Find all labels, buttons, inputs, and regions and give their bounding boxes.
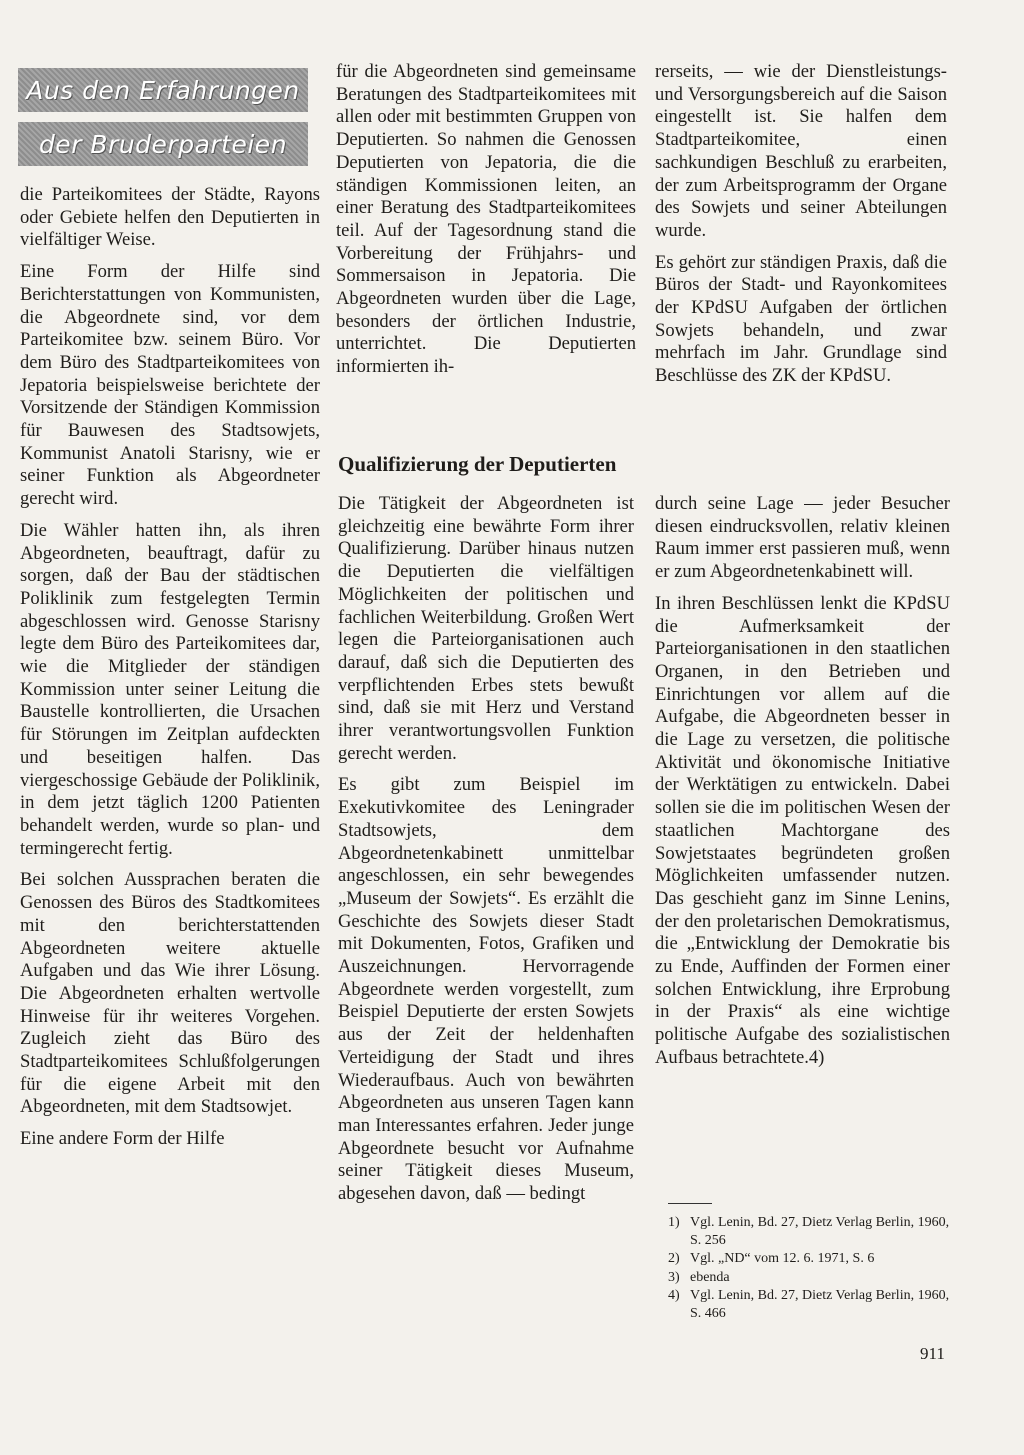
column-right-top <box>655 61 947 397</box>
paragraph: Eine Form der Hilfe sind Berichterstattungen von Kommunisten, die Abgeordnete sind, vor dem Parteikomitee bzw. seinem Büro. Vor dem Büro des Stadtparteikomitees von Jepatoria beispielsweise berichtete der Vorsitzende der Ständigen Kommission für Bauwesen des Stadtsowjets, Kommunist Anatoli Starisny, wie er seiner Funktion als Abgeordneter gerecht wird. <box>20 261 320 510</box>
section-banner-line1 <box>18 68 308 112</box>
footnote-text: Vgl. Lenin, Bd. 27, Dietz Verlag Berlin, 1960, S. 256 <box>690 1215 950 1248</box>
footnote-text: Vgl. „ND“ vom 12. 6. 1971, S. 6 <box>690 1251 875 1266</box>
paragraph: Es gehört zur ständigen Praxis, daß die Büros der Stadt- und Rayonkomitees der KPdSU Aufgaben der örtlichen Sowjets behandeln, und zwar mehrfach im Jahr. Grundlage sind Beschlüsse des ZK der KPdSU. <box>655 251 947 387</box>
paragraph: Eine andere Form der Hilfe <box>20 1128 225 1150</box>
footnote-text: Vgl. Lenin, Bd. 27, Dietz Verlag Berlin, 1960, S. 466 <box>690 1288 950 1321</box>
banner-text-line2: der Bruderparteien <box>38 129 288 159</box>
column-middle-bottom <box>338 493 634 1215</box>
column-middle-top <box>336 61 636 388</box>
column-left <box>20 184 320 1160</box>
footnote-number: 3) <box>668 1269 680 1285</box>
footnotes <box>668 1203 958 1323</box>
paragraph: für die Abgeordneten sind gemeinsame Beratungen des Stadtparteikomitees mit allen oder mit bestimmten Gruppen von Deputierten. So nahmen die Genossen Deputierten von Jepatoria, die die ständigen Kommissionen leiten, an einer Beratung des Stadtparteikomitees teil. Auf der Tagesordnung stand die Vorbereitung der Frühjahrs- und Sommersaison in Jepatoria. Die Abgeordneten wurden über die Lage, besonders der örtlichen Industrie, unterrichtet. Die Deputierten informierten ih- <box>336 61 636 378</box>
footnote-divider <box>668 1203 712 1204</box>
footnote-item <box>668 1287 958 1322</box>
footnote-number: 1) <box>668 1215 680 1230</box>
section-banner-line2 <box>18 122 308 166</box>
banner-text-line1: Aus den Erfahrungen <box>26 75 300 105</box>
paragraph: rerseits, — wie der Dienstleistungs- und Versorgungsbereich auf die Saison eingestellt ist. Sie halfen dem Stadtparteikomitee, einen sachkundigen Beschluß zu erarbeiten, der zum Arbeitsprogramm der Organe des Sowjets und seiner Abteilungen wurde. <box>655 61 947 241</box>
paragraph: durch seine Lage — jeder Besucher diesen eindrucksvollen, relativ kleinen Raum immer erst passieren muß, wenn er zum Abgeordnetenkabinett will. <box>655 493 950 583</box>
paragraph: In ihren Beschlüssen lenkt die KPdSU die Aufmerksamkeit der Parteiorganisationen in den staatlichen Organen, in den Betrieben und Einrichtungen vor allem auf die Aufgabe, die Abgeordneten besser in die Lage zu versetzen, die politische Aktivität und ökonomische Initiative der Werktätigen zu entwickeln. Dabei sollen sie die im politischen Wesen der staatlichen Machtorgane des Sowjetstaates begründeten großen Möglichkeiten umfassender nutzen. Das geschieht ganz im Sinne Lenins, der den proletarischen Demokratismus, die „Entwicklung der Demokratie bis zu Ende, Auffinden der Formen einer solchen Entwicklung, ihre Erprobung in der Praxis“ als eine wichtige politische Aufgabe des sozialistischen Aufbaus betrachtete.4) <box>655 592 950 1068</box>
column-right-bottom <box>655 493 950 1079</box>
paragraph: Es gibt zum Beispiel im Exekutivkomitee des Leningrader Stadtsowjets, dem Abgeordnetenkabinett unmittelbar angeschlossen, ein sehr bewegendes „Museum der Sowjets“. Es erzählt die Geschichte des Sowjets dieser Stadt mit Dokumenten, Fotos, Grafiken und Auszeichnungen. Hervorragende Abgeordnete werden vorgestellt, zum Beispiel Deputierte der ersten Sowjets aus der Zeit der heldenhaften Verteidigung der Stadt und ihres Wiederaufbaus. Auch von bewährten Abgeordneten aus unseren Tagen kann man Interessantes erfahren. Jeder junge Abgeordnete besucht vor Aufnahme seiner Tätigkeit dieses Museum, abgesehen davon, daß — bedingt <box>338 774 634 1205</box>
footnote-text: ebenda <box>690 1269 730 1285</box>
page-number: 911 <box>920 1344 945 1363</box>
footnote-item <box>668 1250 958 1268</box>
footnote-item <box>668 1214 958 1249</box>
footnote-item <box>668 1269 958 1287</box>
paragraph: Die Tätigkeit der Abgeordneten ist gleichzeitig eine bewährte Form ihrer Qualifizierung. Darüber hinaus nutzen die Deputierten die vielfältigen Möglichkeiten der politischen und fachlichen Weiterbildung. Großen Wert legen die Parteiorganisationen auch darauf, daß sich die Deputierten des verpflichtenden Erbes stets bewußt sind, daß sie mit Herz und Verstand ihrer verantwortungsvollen Funktion gerecht werden. <box>338 493 634 764</box>
section-heading: Qualifizierung der Deputierten <box>338 452 617 476</box>
paragraph: Bei solchen Aussprachen beraten die Genossen des Büros des Stadtkomitees mit den berichterstattenden Abgeordneten weitere aktuelle Aufgaben und das Wie ihrer Lösung. Die Abgeordneten erhalten wertvolle Hinweise für ihr weiteres Vorgehen. Zugleich zieht das Büro des Stadtparteikomitees Schlußfolgerungen für die eigene Arbeit mit den Abgeordneten, mit dem Stadtsowjet. <box>20 869 320 1118</box>
footnote-number: 4) <box>668 1288 680 1303</box>
footnote-number: 2) <box>668 1251 680 1266</box>
paragraph: Die Wähler hatten ihn, als ihren Abgeordneten, beauftragt, dafür zu sorgen, daß der Bau der städtischen Poliklinik zum festgelegten Termin abgeschlossen wird. Genosse Starisny legte dem Büro des Parteikomitees dar, wie die Mitglieder der ständigen Kommission unter seiner Leitung die Baustelle kontrollierten, die Ursachen für Störungen im Zeitplan aufdeckten und beseitigen halfen. Das viergeschossige Gebäude der Poliklinik, in dem jetzt täglich 1200 Patienten behandelt werden, wurde so plan- und termingerecht fertig. <box>20 519 320 859</box>
paragraph: die Parteikomitees der Städte, Rayons oder Gebiete helfen den Deputierten in vielfältiger Weise. <box>20 184 320 251</box>
